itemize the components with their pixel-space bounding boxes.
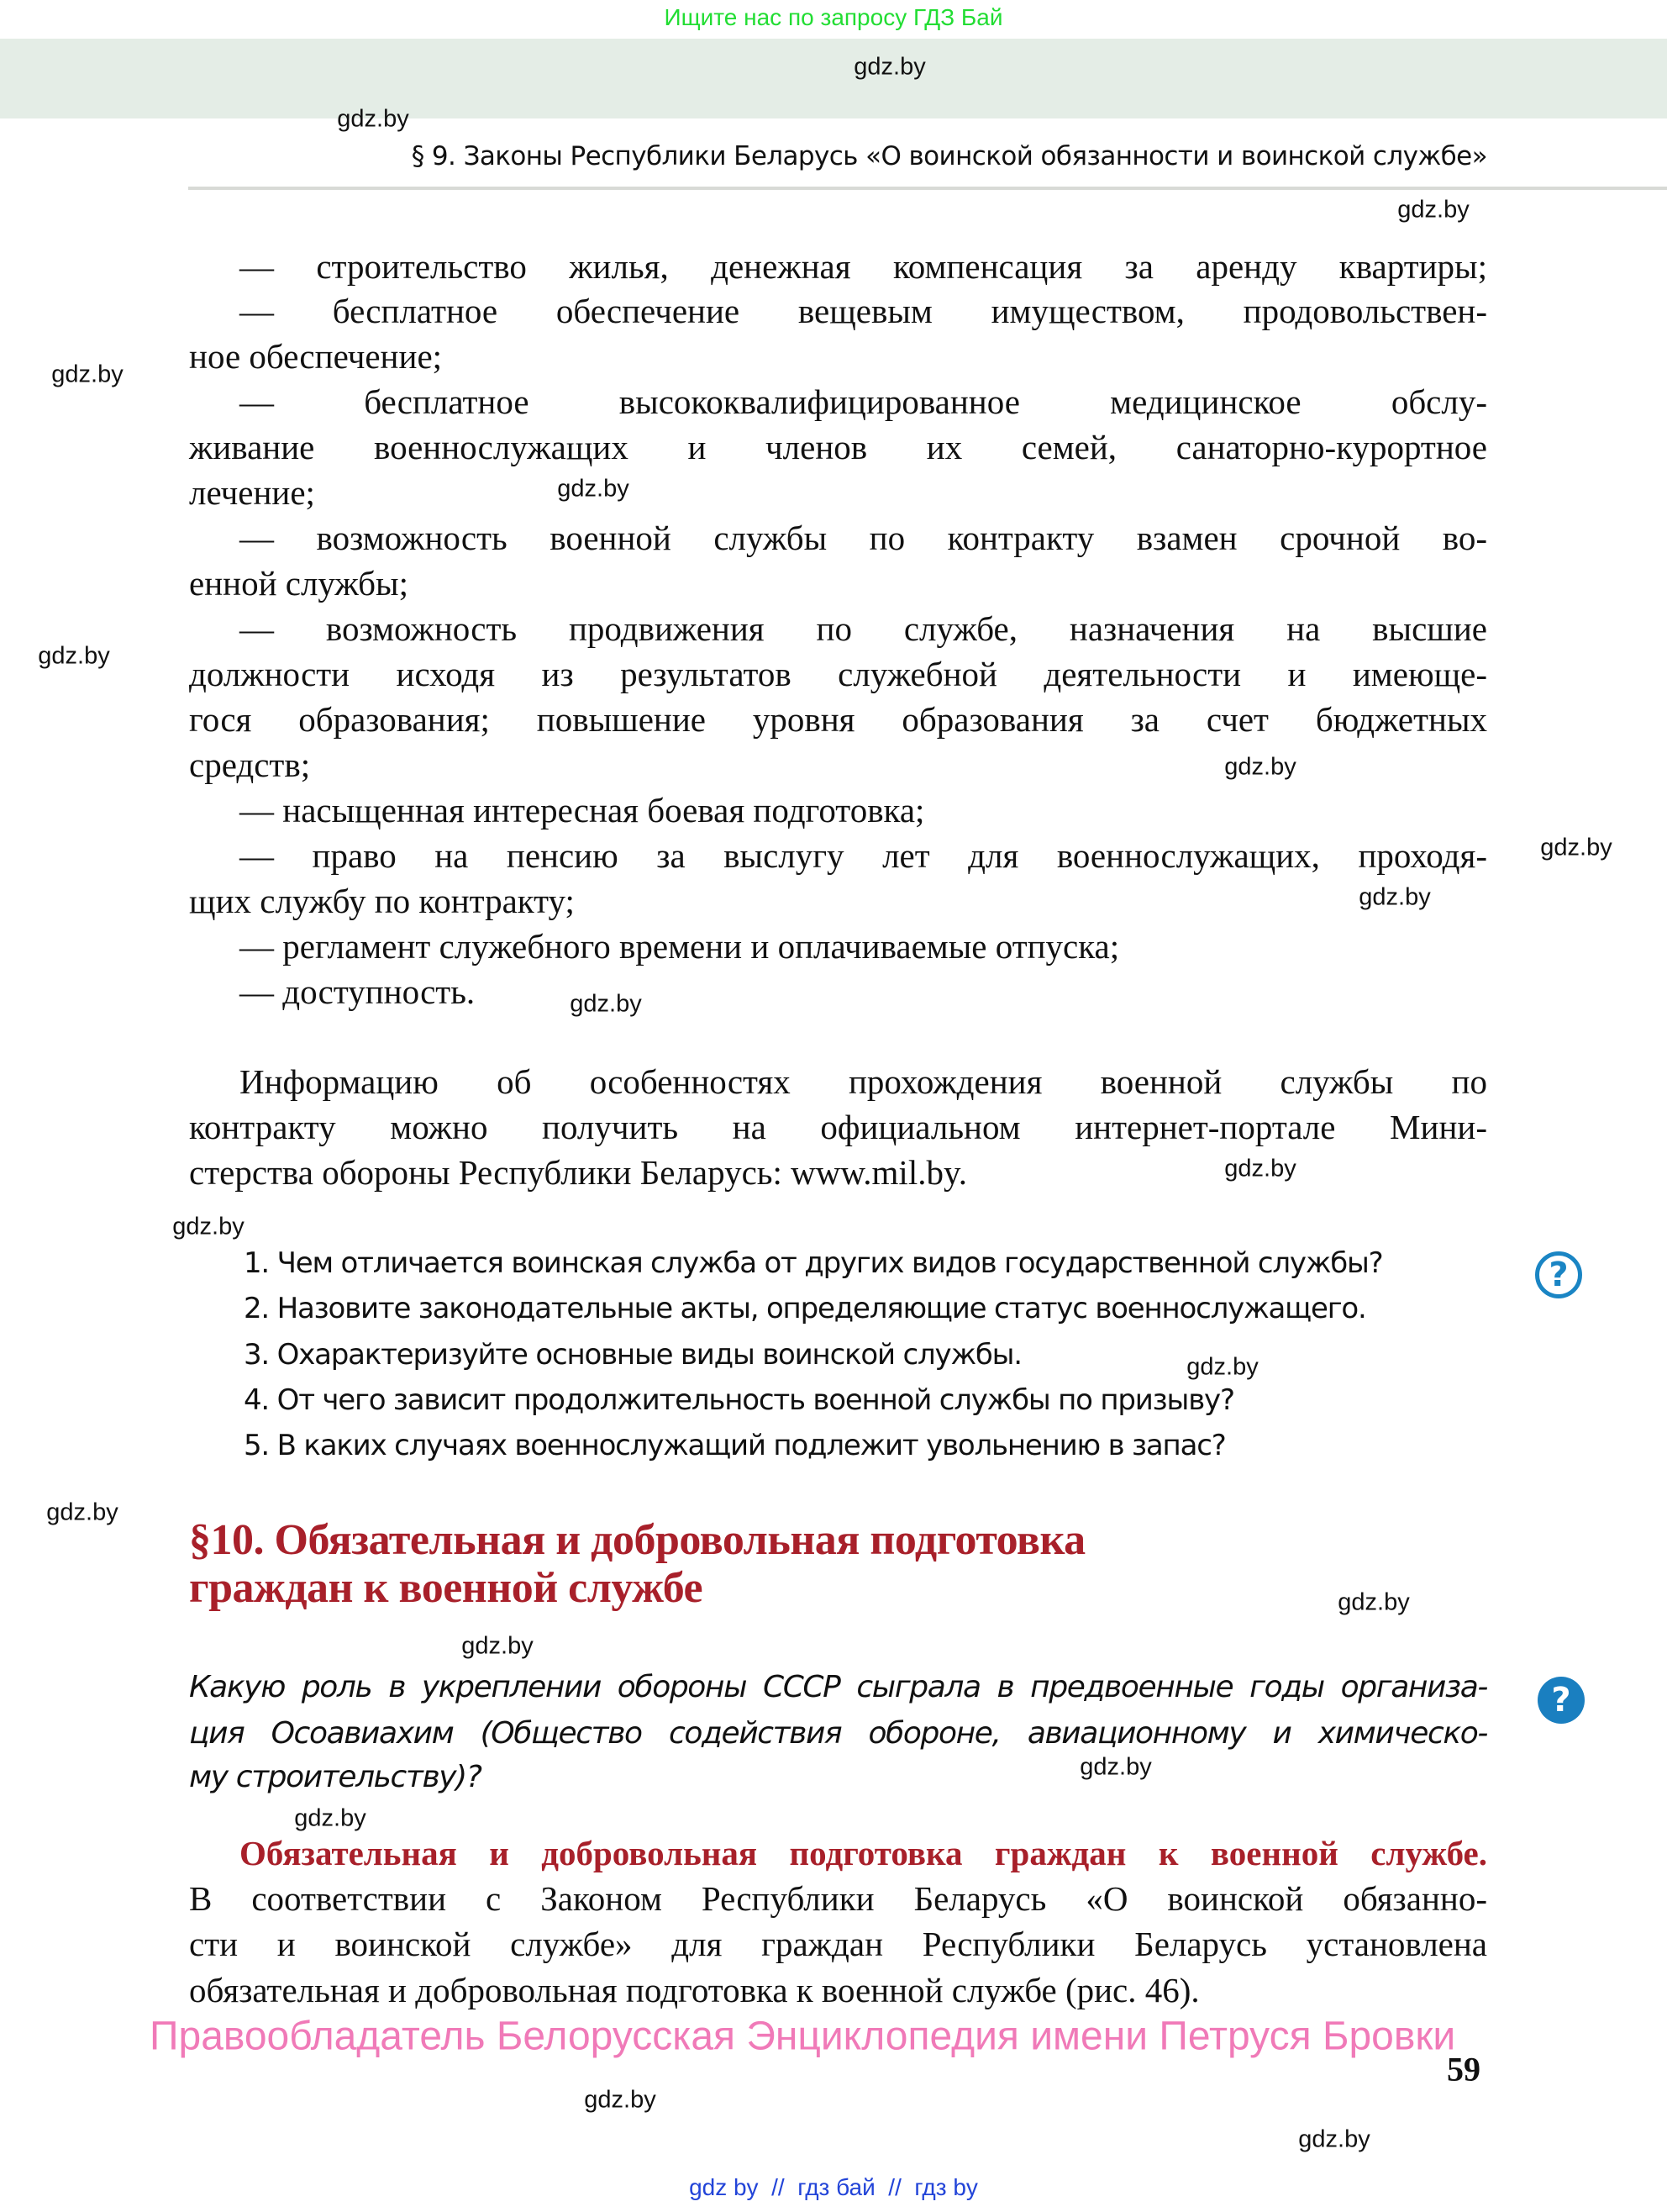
header-band (0, 39, 1667, 118)
section-heading-line2: граждан к военной службе (189, 1564, 703, 1612)
paragraph-line: В соответствии с Законом Республики Беларусь «О воинской обязанно- (189, 1879, 1487, 1918)
question-item: 5. В каких случаях военнослужащий подлежит увольнению в запас? (244, 1429, 1226, 1462)
copyright-notice: Правообладатель Белорусская Энциклопедия имени Петруся Бровки (150, 2014, 1456, 2059)
running-head: § 9. Законы Республики Беларусь «О воинской обязанности и воинской службе» (411, 141, 1487, 171)
question-circle-outline-icon: ? (1535, 1251, 1582, 1298)
watermark: gdz.by (557, 475, 629, 503)
question-item: 2. Назовите законодательные акты, определяющие статус военнослужащего. (244, 1292, 1366, 1325)
watermark: gdz.by (1298, 2125, 1370, 2153)
footer-links: gdz by // гдз бай // гдз by (689, 2174, 978, 2200)
watermark: gdz.by (294, 1804, 366, 1832)
list-item-continuation: средств; (189, 745, 311, 784)
list-item-continuation: ное обеспечение; (189, 337, 443, 376)
paragraph-line: стерства обороны Республики Беларусь: www.mil.by. (189, 1153, 968, 1192)
watermark: gdz.by (46, 1498, 118, 1526)
list-item-continuation: лечение; (189, 473, 315, 512)
list-item: — насыщенная интересная боевая подготовка; (239, 791, 925, 830)
paragraph-line: контракту можно получить на официальном интернет-портале Мини- (189, 1108, 1487, 1146)
list-item: — возможность продвижения по службе, назначения на высшие (239, 609, 1487, 648)
section-heading: §10. Обязательная и добровольная подготовка (189, 1516, 1086, 1564)
list-item-continuation: гося образования; повышение уровня образования за счет бюджетных (189, 700, 1487, 739)
watermark: gdz.by (51, 361, 124, 388)
header-rule (188, 187, 1667, 190)
watermark: gdz.by (1224, 1155, 1296, 1182)
watermark: gdz.by (1359, 883, 1431, 911)
watermark: gdz.by (337, 105, 409, 133)
intro-question-line: му строительству)? (189, 1760, 481, 1794)
list-item: — строительство жилья, денежная компенсация за аренду квартиры; (239, 247, 1487, 286)
intro-question-line: ция Осоавиахим (Общество содействия обороне, авиационному и химическо- (189, 1716, 1487, 1751)
watermark: gdz.by (570, 990, 642, 1018)
watermark: gdz.by (1080, 1753, 1152, 1781)
list-item-continuation: должности исходя из результатов служебной деятельности и имеюще- (189, 655, 1487, 693)
list-item-continuation: живание военнослужащих и членов их семей, санаторно-курортное (189, 428, 1487, 466)
question-item: 4. От чего зависит продолжительность военной службы по призыву? (244, 1383, 1234, 1417)
watermark: gdz.by (584, 2086, 656, 2114)
watermark: gdz.by (461, 1632, 534, 1660)
intro-question-line: Какую роль в укреплении обороны СССР сыграла в предвоенные годы организа- (189, 1670, 1487, 1704)
watermark: gdz.by (854, 53, 926, 81)
page-number: 59 (1447, 2050, 1480, 2088)
list-item-continuation: щих службу по контракту; (189, 882, 575, 920)
list-item: — бесплатное обеспечение вещевым имуществом, продовольствен- (239, 292, 1487, 330)
list-item: — бесплатное высококвалифицированное медицинское обслу- (239, 382, 1487, 421)
watermark: gdz.by (1224, 753, 1296, 781)
list-item: — регламент служебного времени и оплачиваемые отпуска; (239, 927, 1120, 966)
list-item: — возможность военной службы по контракту взамен срочной во- (239, 519, 1487, 557)
question-item: 3. Охарактеризуйте основные виды воинской службы. (244, 1338, 1022, 1372)
question-item: 1. Чем отличается воинская служба от других видов государственной службы? (244, 1246, 1383, 1280)
watermark: gdz.by (1186, 1353, 1259, 1381)
paragraph-line: Информацию об особенностях прохождения военной службы по (239, 1062, 1487, 1101)
watermark: gdz.by (1540, 834, 1612, 861)
list-item-continuation: енной службы; (189, 564, 408, 603)
paragraph-line: обязательная и добровольная подготовка к военной службе (рис. 46). (189, 1971, 1200, 2009)
list-item: — право на пенсию за выслугу лет для военнослужащих, проходя- (239, 836, 1487, 875)
question-circle-filled-icon: ? (1538, 1677, 1585, 1724)
watermark: gdz.by (1338, 1588, 1410, 1616)
list-item: — доступность. (239, 972, 476, 1011)
watermark: gdz.by (172, 1213, 245, 1240)
watermark: gdz.by (38, 642, 110, 670)
search-hint-banner: Ищите нас по запросу ГДЗ Бай (664, 4, 1003, 30)
paragraph-lead-bold: Обязательная и добровольная подготовка граждан к военной службе. (239, 1834, 1487, 1872)
paragraph-line: сти и воинской службе» для граждан Республики Беларусь установлена (189, 1925, 1487, 1963)
watermark: gdz.by (1397, 196, 1470, 224)
